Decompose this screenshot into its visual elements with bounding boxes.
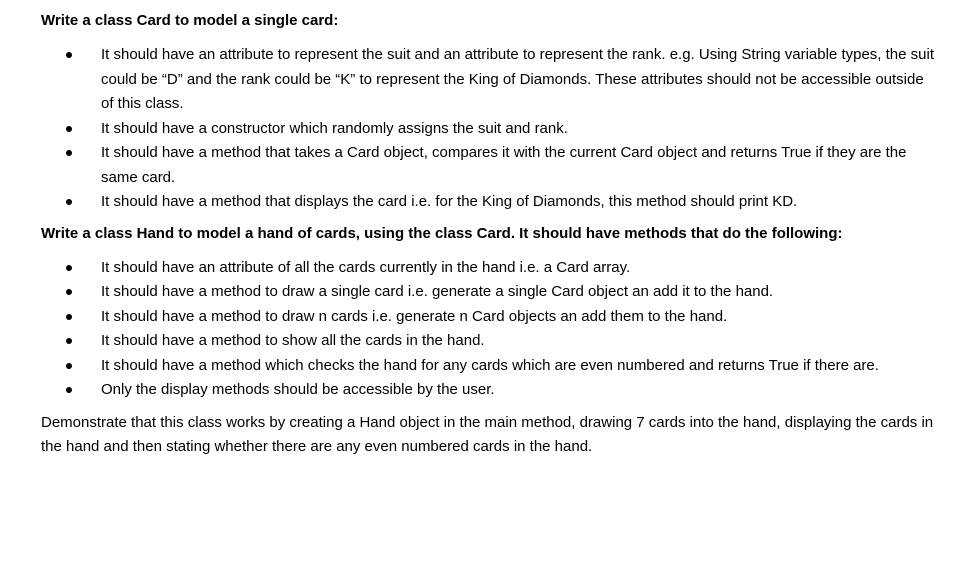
bullet-icon: [66, 387, 72, 393]
list-item-text: It should have a constructor which randomly assigns the suit and rank.: [101, 119, 568, 137]
list-item: [41, 305, 940, 330]
bullet-icon: [66, 363, 72, 369]
list-item: [41, 43, 940, 117]
list-item-text: It should have a method to draw a single card i.e. generate a single Card object an add it to the hand.: [101, 283, 774, 300]
list-item: [41, 190, 940, 215]
bullet-icon: [66, 199, 72, 205]
bullet-icon: [66, 126, 72, 132]
card-section-heading: Write a class Card to model a single card:: [41, 12, 339, 29]
list-item-text: It should have a method that displays the card i.e. for the King of Diamonds, this method should print KD.: [101, 193, 798, 210]
hand-requirements-list: [41, 256, 940, 403]
bullet-icon: [66, 52, 72, 58]
bullet-icon: [66, 314, 72, 320]
list-item-text: It should have an attribute of all the cards currently in the hand i.e. a Card array.: [101, 258, 631, 276]
list-item: [41, 117, 940, 142]
list-item: [41, 329, 940, 354]
list-item: [41, 354, 940, 379]
list-item: [41, 141, 940, 190]
list-item: [41, 280, 940, 305]
list-item: [41, 256, 940, 281]
card-requirements-list: [41, 43, 940, 215]
list-item-text: It should have a method to draw n cards i.e. generate n Card objects an add them to the hand.: [101, 307, 728, 325]
hand-section-heading: Write a class Hand to model a hand of cards, using the class Card. It should have methods that do the following:: [41, 224, 843, 242]
list-item: [41, 378, 940, 403]
bullet-icon: [66, 150, 72, 156]
list-item-text: It should have a method that takes a Card object, compares it with the current Card object and returns True if they are the same card.: [101, 144, 907, 186]
bullet-icon: [66, 338, 72, 344]
list-item-text: Only the display methods should be accessible by the user.: [101, 381, 495, 398]
closing-paragraph: Demonstrate that this class works by creating a Hand object in the main method, drawing 7 cards into the hand, displaying the cards in the hand and then stating whether there are any even numbered cards in the hand.: [41, 413, 934, 455]
bullet-icon: [66, 289, 72, 295]
list-item-text: It should have a method which checks the hand for any cards which are even numbered and returns True if there are.: [101, 356, 879, 374]
list-item-text: It should have an attribute to represent the suit and an attribute to represent the rank. e.g. Using String variable types, the suit could be “D” and the rank could be “K” to represent the King of Diamonds. These attributes should not be accessible outside of this class.: [101, 46, 934, 112]
bullet-icon: [66, 265, 72, 271]
list-item-text: It should have a method to show all the cards in the hand.: [101, 332, 485, 349]
